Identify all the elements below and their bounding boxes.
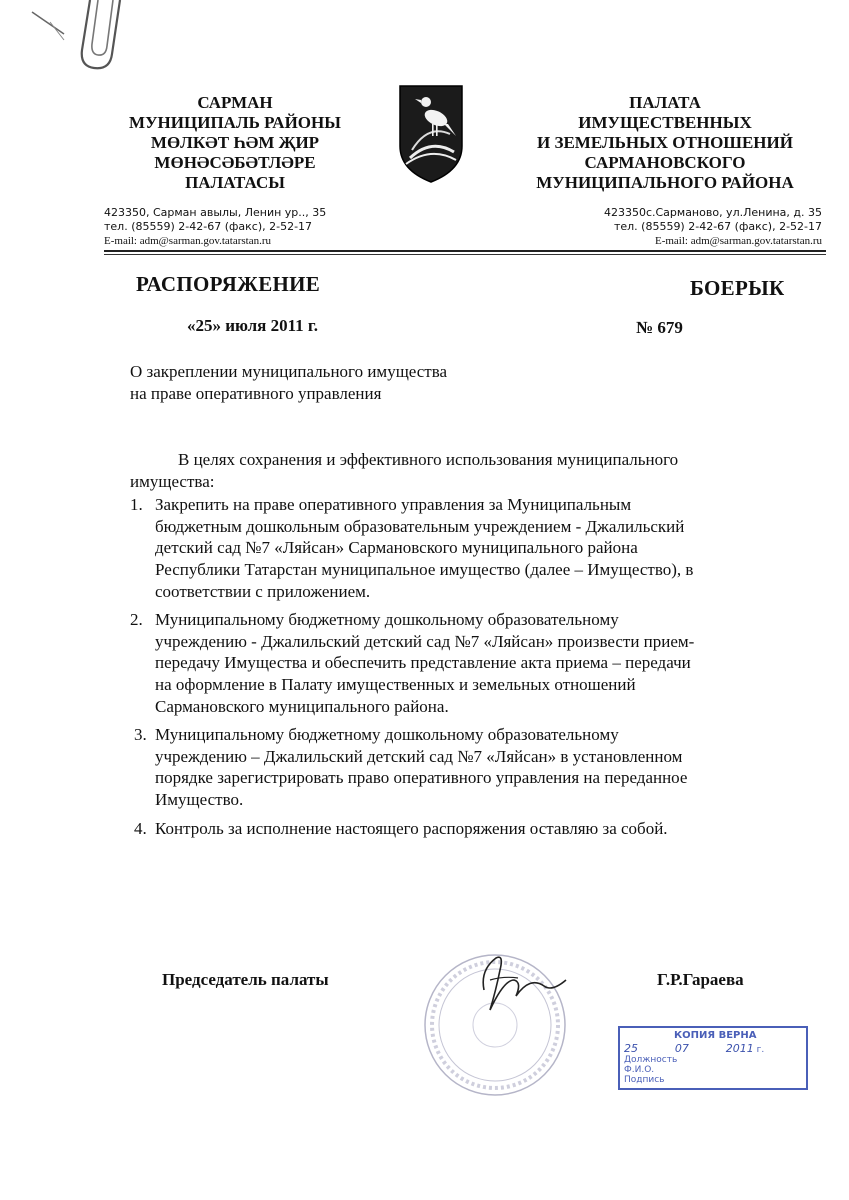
- stamp-date-row: [624, 1042, 764, 1055]
- header-right-contacts: [560, 206, 822, 248]
- list-item-line: на оформление в Палату имущественных и земельных отношений: [155, 675, 636, 695]
- list-item: [130, 818, 796, 840]
- header-right-line: И ЗЕМЕЛЬНЫХ ОТНОШЕНИЙ: [537, 133, 793, 152]
- list-item-line: Закрепить на праве оперативного управления за Муниципальным: [155, 495, 632, 514]
- list-item-number: 3.: [134, 725, 147, 744]
- header-divider-thick: [104, 250, 826, 252]
- header-right-org-name: [520, 93, 810, 193]
- list-item: [130, 609, 796, 718]
- list-item-line: Имущество.: [155, 790, 244, 810]
- list-item-line: Республики Татарстан муниципальное имущество (далее – Имущество), в: [155, 560, 694, 580]
- header-left-line: ПАЛАТАСЫ: [185, 173, 285, 192]
- list-item-line: Сармановского муниципального района.: [155, 696, 449, 716]
- doc-number: № 679: [636, 318, 683, 337]
- email-text: E-mail: adm@sarman.gov.tatarstan.ru: [104, 235, 272, 247]
- doc-type-title-tatar: БОЕРЫК: [690, 276, 785, 300]
- header-divider-thin: [104, 254, 826, 255]
- list-item-number: 1.: [130, 495, 143, 514]
- coat-of-arms-emblem: [398, 84, 464, 184]
- intro-line: имущества:: [130, 471, 215, 491]
- list-item-line: соответствии с приложением.: [155, 581, 371, 601]
- signatory-title: Председатель палаты: [162, 970, 329, 989]
- list-item-number: 4.: [134, 819, 147, 838]
- list-item-line: учреждению – Джалильский детский сад №7 «Ляйсан» в установленном: [155, 746, 683, 766]
- header-left-line: САРМАН: [197, 93, 273, 112]
- stamp-position-label: Должность: [624, 1055, 678, 1065]
- stamp-heading: КОПИЯ ВЕРНА: [674, 1030, 757, 1041]
- subject-line: О закреплении муниципального имущества: [130, 362, 448, 381]
- paperclip-graphic: [20, 0, 140, 80]
- phone-text: тел. (85559) 2-42-67 (факс), 2-52-17: [613, 220, 822, 233]
- header-right-line: МУНИЦИПАЛЬНОГО РАЙОНА: [536, 173, 794, 192]
- list-item-line: детский сад №7 «Ляйсан» Сармановского муниципального района: [155, 538, 638, 558]
- handwritten-signature: [470, 950, 580, 1020]
- intro-line: В целях сохранения и эффективного использования муниципального: [178, 450, 679, 469]
- stamp-year: 2011: [725, 1042, 754, 1055]
- header-left-line: МӨЛКӘТ ҺӘМ ҖИР: [150, 133, 320, 152]
- email-text: E-mail: adm@sarman.gov.tatarstan.ru: [654, 235, 822, 247]
- list-item: [130, 494, 796, 603]
- phone-text: тел. (85559) 2-42-67 (факс), 2-52-17: [104, 220, 313, 233]
- header-left-line: МУНИЦИПАЛЬ РАЙОНЫ: [129, 113, 341, 132]
- list-item-line: Контроль за исполнение настоящего распоряжения оставляю за собой.: [155, 819, 668, 838]
- stamp-sign-label: Подпись: [624, 1075, 665, 1085]
- address-text: 423350с.Сарманово, ул.Ленина, д. 35: [603, 206, 822, 219]
- stamp-name-label: Ф.И.О.: [624, 1065, 655, 1075]
- subject-line: на праве оперативного управления: [130, 384, 382, 403]
- doc-type-title-russian: РАСПОРЯЖЕНИЕ: [136, 272, 321, 296]
- list-item: [130, 724, 796, 811]
- doc-date: «25» июля 2011 г.: [187, 316, 318, 335]
- header-left-contacts: [104, 206, 364, 248]
- signatory-name: Г.Р.Гараева: [657, 970, 744, 989]
- address-text: 423350, Сарман авылы, Ленин ур.., 35: [104, 206, 327, 219]
- header-left-org-name: [110, 93, 360, 193]
- header-right-line: ПАЛАТА: [629, 93, 701, 112]
- list-item-line: передачу Имущества и обеспечить представление акта приема – передачи: [155, 653, 691, 673]
- list-item-line: Муниципальному бюджетному дошкольному образовательному: [155, 725, 619, 744]
- intro-paragraph: [130, 449, 796, 492]
- list-item-line: учреждению - Джалильский детский сад №7 «Ляйсан» произвести прием-: [155, 631, 695, 651]
- list-item-number: 2.: [130, 610, 143, 629]
- doc-subject: [130, 361, 550, 405]
- copy-verified-stamp: [618, 1026, 808, 1090]
- stamp-year-suffix: г.: [756, 1045, 765, 1055]
- list-item-line: бюджетным дошкольным образовательным учреждением - Джалильский: [155, 516, 685, 536]
- header-right-line: САРМАНОВСКОГО: [584, 153, 746, 172]
- list-item-line: Муниципальному бюджетному дошкольному образовательному: [155, 610, 619, 629]
- list-item-line: порядке зарегистрировать право оперативного управления на переданное: [155, 768, 688, 788]
- header-right-line: ИМУЩЕСТВЕННЫХ: [578, 113, 752, 132]
- header-left-line: МӨНӘСӘБӘТЛӘРЕ: [154, 153, 316, 172]
- stamp-month: 07: [674, 1042, 689, 1055]
- stamp-day: 25: [624, 1042, 638, 1055]
